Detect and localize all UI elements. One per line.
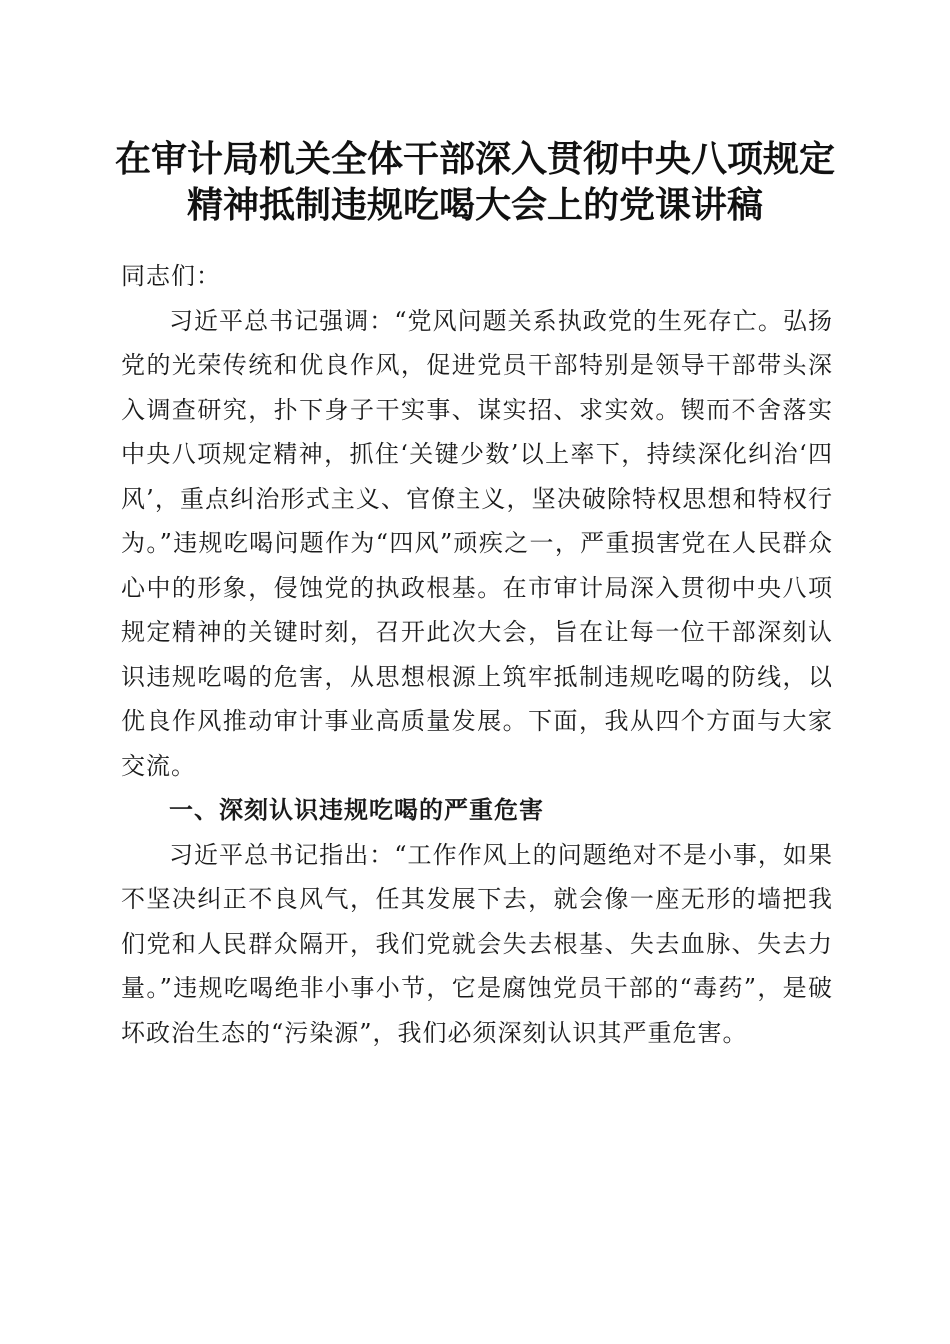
paragraph-intro: 习近平总书记强调：“党风问题关系执政党的生死存亡。弘扬党的光荣传统和优良作风，促进党员干部特别是领导干部带头深入调查研究，扑下身子干实事、谋实招、求实效。锲而不舍落实中央八项规定精神，抓住‘关键少数’以上率下，持续深化纠治‘四风’，重点纠治形式主义、官僚主义，坚决破除特权思想和特权行为。”违规吃喝问题作为“四风”顽疾之一，严重损害党在人民群众心中的形象，侵蚀党的执政根基。在市审计局深入贯彻中央八项规定精神的关键时刻，召开此次大会，旨在让每一位干部深刻认识违规吃喝的危害，从思想根源上筑牢抵制违规吃喝的防线，以优良作风推动审计事业高质量发展。下面，我从四个方面与大家交流。 <box>121 306 833 780</box>
document-body <box>121 254 833 1055</box>
document-title-line-1: 在审计局机关全体干部深入贯彻中央八项规定 <box>114 138 835 180</box>
salutation: 同志们： <box>121 262 221 290</box>
paragraph-section-1: 习近平总书记指出：“工作作风上的问题绝对不是小事，如果不坚决纠正不良风气，任其发展下去，就会像一座无形的墙把我们党和人民群众隔开，我们党就会失去根基、失去血脉、失去力量。”违规吃喝绝非小事小节，它是腐蚀党员干部的“毒药”，是破坏政治生态的“污染源”，我们必须深刻认识其严重危害。 <box>121 840 833 1047</box>
document-title-line-2: 精神抵制违规吃喝大会上的党课讲稿 <box>186 184 763 226</box>
section-heading-1: 一、深刻认识违规吃喝的严重危害 <box>169 796 544 824</box>
